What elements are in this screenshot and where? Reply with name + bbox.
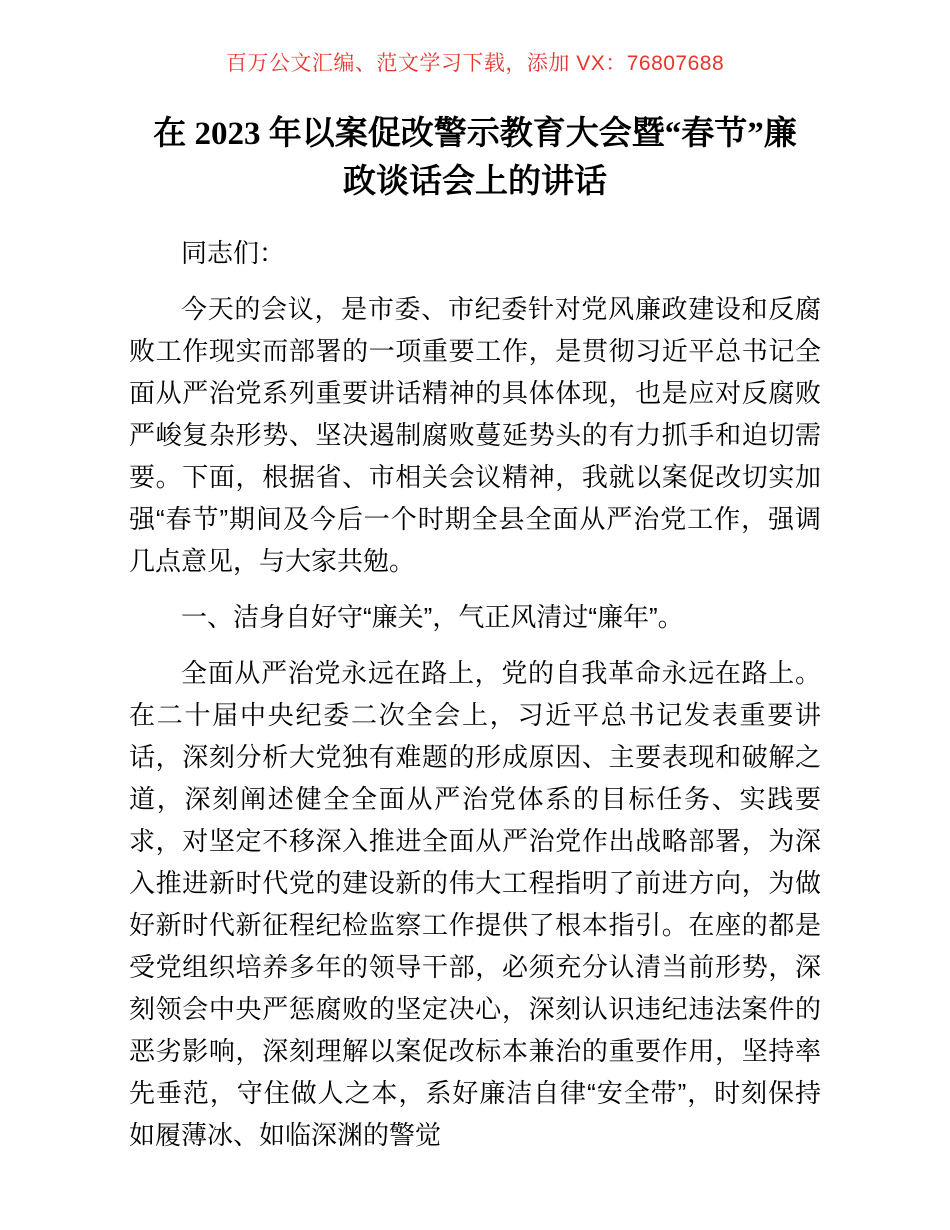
section-heading-1: 一、洁身自好守“廉关”，气正风清过“廉年”。 <box>181 602 684 632</box>
document-body <box>0 232 950 1156</box>
section-1-paragraph: 全面从严治党永远在路上，党的自我革命永远在路上。在二十届中央纪委二次全会上，习近平总书记发表重要讲话，深刻分析大党独有难题的形成原因、主要表现和破解之道，深刻阐述健全全面从严治党体系的目标任务、实践要求，对坚定不移深入推进全面从严治党作出战略部署，为深入推进新时代党的建设新的伟大工程指明了前进方向，为做好新时代新征程纪检监察工作提供了根本指引。在座的都是受党组织培养多年的领导干部，必须充分认清当前形势，深刻领会中央严惩腐败的坚定决心，深刻认识违纪违法案件的恶劣影响，深刻理解以案促改标本兼治的重要作用，坚持率先垂范，守住做人之本，系好廉洁自律“安全带”，时刻保持如履薄冰、如临深渊的警觉 <box>129 658 821 1150</box>
salutation-paragraph: 同志们： <box>181 238 286 268</box>
document-title-line-2: 政谈话会上的讲话 <box>343 164 607 200</box>
document-title-line-1: 在 2023 年以案促改警示教育大会暨“春节”廉 <box>153 116 797 152</box>
promo-banner: 百万公文汇编、范文学习下载，添加 VX：76807688 <box>225 52 725 75</box>
document-title <box>0 110 950 206</box>
intro-paragraph: 今天的会议，是市委、市纪委针对党风廉政建设和反腐败工作现实而部署的一项重要工作，是贯彻习近平总书记全面从严治党系列重要讲话精神的具体体现，也是应对反腐败严峻复杂形势、坚决遏制腐败蔓延势头的有力抓手和迫切需要。下面，根据省、市相关会议精神，我就以案促改切实加强“春节”期间及今后一个时期全县全面从严治党工作，强调几点意见，与大家共勉。 <box>129 294 821 576</box>
